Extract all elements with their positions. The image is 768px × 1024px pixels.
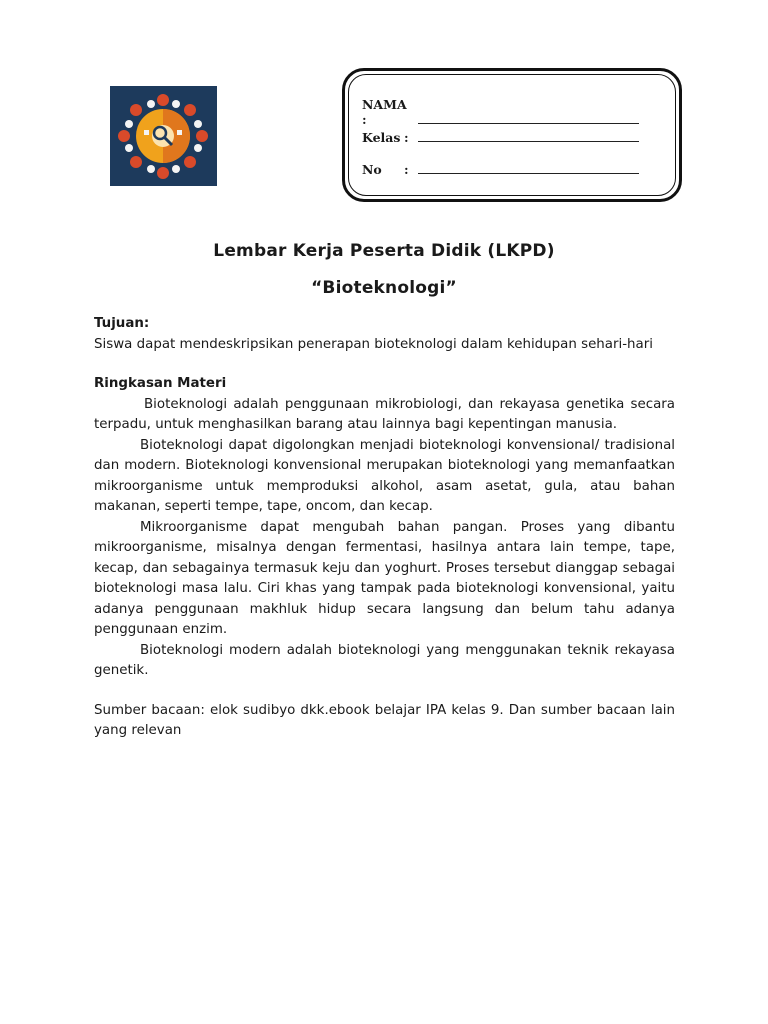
kelas-row: Kelas : bbox=[362, 130, 639, 145]
ringkasan-paragraph: Mikroorganisme dapat mengubah bahan pangan. Proses yang dibantu mikroorganisme, misalnya dengan fermentasi, hasilnya antara lain tempe, tape, kecap, dan sebagainya termasuk keju dan yoghurt. Proses tersebut dianggap sebagai bioteknologi masa lalu. Ciri khas yang tampak pada bioteknologi konvensional, yaitu adanya penggunaan makhluk hidup secara langsung dan belum tahu adanya penggunaan enzim. bbox=[94, 519, 675, 637]
kelas-label: Kelas bbox=[362, 130, 401, 145]
nama-label: NAMA bbox=[362, 97, 407, 112]
ringkasan-paragraph: Bioteknologi adalah penggunaan mikrobiologi, dan rekayasa genetika secara terpadu, untuk menghasilkan barang atau lainnya bagi kepentingan manusia. bbox=[94, 396, 675, 432]
sumber-bacaan: Sumber bacaan: elok sudibyo dkk.ebook belajar IPA kelas 9. Dan sumber bacaan lain yang relevan bbox=[94, 702, 675, 738]
ringkasan-paragraph: Bioteknologi modern adalah bioteknologi yang menggunakan teknik rekayasa genetik. bbox=[94, 642, 675, 678]
page-title: Lembar Kerja Peserta Didik (LKPD) bbox=[213, 241, 555, 261]
no-row: No : bbox=[362, 162, 639, 177]
tujuan-heading: Tujuan: bbox=[94, 316, 150, 331]
kelas-field[interactable] bbox=[418, 140, 639, 142]
worksheet-content bbox=[94, 314, 675, 742]
nama-field[interactable] bbox=[418, 122, 639, 124]
ringkasan-heading: Ringkasan Materi bbox=[94, 376, 227, 391]
no-field[interactable] bbox=[418, 172, 639, 174]
teamwork-gear-people-icon bbox=[110, 86, 217, 186]
no-label: No bbox=[362, 162, 382, 177]
page-subtitle: “Bioteknologi” bbox=[311, 278, 457, 298]
tujuan-text: Siswa dapat mendeskripsikan penerapan bioteknologi dalam kehidupan sehari-hari bbox=[94, 336, 653, 352]
logo bbox=[110, 86, 217, 186]
nama-row: NAMA : bbox=[362, 97, 639, 127]
ringkasan-paragraph: Bioteknologi dapat digolongkan menjadi bioteknologi konvensional/ tradisional dan modern. Bioteknologi konvensional merupakan bioteknologi yang memanfaatkan mikroorganisme untuk memproduksi alkohol, asam asetat, gula, atau bahan makanan, seperti tempe, tape, oncom, dan kecap. bbox=[94, 437, 675, 514]
